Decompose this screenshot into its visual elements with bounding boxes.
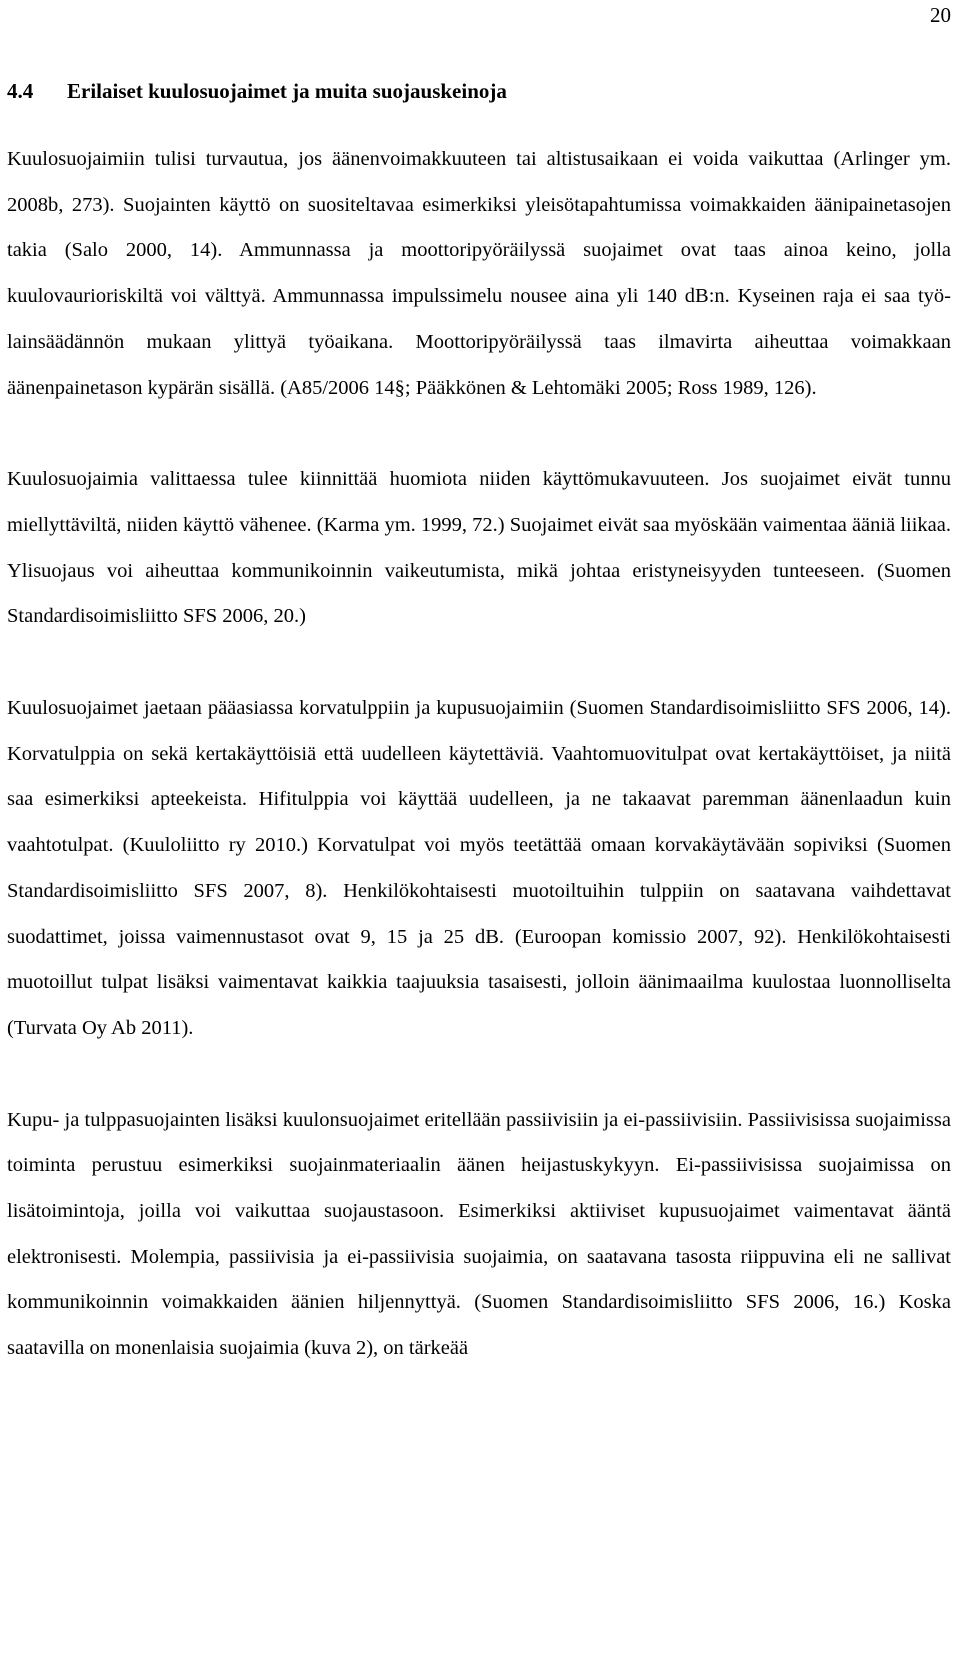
section-number: 4.4 — [7, 79, 34, 103]
section-heading — [7, 76, 507, 106]
page-number: 20 — [930, 3, 951, 27]
paragraph-hearing-protector-use: Kuulosuojaimiin tulisi turvautua, jos äänenvoimakkuuteen tai altistusaikaan ei voida vaikuttaa (Arlinger ym. 2008b, 273). Suojainten käyttö on suositeltavaa esimerkiksi yleisötapahtumissa voimakkaiden äänipainetasojen takia (Salo 2000, 14). Ammunnassa ja moottoripyöräilyssä suojaimet ovat taas ainoa keino, jolla kuulovaurioriskiltä voi välttyä. Ammunnassa impulssimelu nousee aina yli 140 dB:n. Kyseinen raja ei saa työlainsäädännön mukaan ylittyä työaikana. Moottoripyöräilyssä taas ilmavirta aiheuttaa voimakkaan äänenpainetason kypärän sisällä. (A85/2006 14§; Pääkkönen & Lehtomäki 2005; Ross 1989, 126). — [7, 148, 951, 399]
section-title: Erilaiset kuulosuojaimet ja muita suojauskeinoja — [67, 79, 507, 103]
paragraph-passive-and-active: Kupu- ja tulppasuojainten lisäksi kuulonsuojaimet eritellään passiivisiin ja ei-passiivisiin. Passiivisissa suojaimissa toiminta perustuu esimerkiksi suojainmateriaalin äänen heijastuskykyyn. Ei-passiivisissa suojaimissa on lisätoimintoja, joilla voi vaikuttaa suojaustasoon. Esimerkiksi aktiiviset kupusuojaimet vaimentavat ääntä elektronisesti. Molempia, passiivisia ja ei-passiivisia suojaimia, on saatavana tasosta riippuvina eli ne sallivat kommunikoinnin voimakkaiden äänien hiljennyttyä. (Suomen Standardisoimisliitto SFS 2006, 16.) Koska saatavilla on monenlaisia suojaimia (kuva 2), on tärkeää — [7, 1108, 951, 1360]
paragraph-comfort-selection: Kuulosuojaimia valittaessa tulee kiinnittää huomiota niiden käyttömukavuuteen. Jos suojaimet eivät tunnu miellyttäviltä, niiden käyttö vähenee. (Karma ym. 1999, 72.) Suojaimet eivät saa myöskään vaimentaa ääniä liikaa. Ylisuojaus voi aiheuttaa kommunikoinnin vaikeutumista, mikä johtaa eristyneisyyden tunteeseen. (Suomen Standardisoimisliitto SFS 2006, 20.) — [7, 468, 951, 628]
body-text — [7, 137, 951, 1372]
paragraph-earplugs-and-earmuffs: Kuulosuojaimet jaetaan pääasiassa korvatulppiin ja kupusuojaimiin (Suomen Standardisoimisliitto SFS 2006, 14). Korvatulppia on sekä kertakäyttöisiä että uudelleen käytettäviä. Vaahtomuovitulpat ovat kertakäyttöiset, ja niitä saa esimerkiksi apteekeista. Hifitulppia voi käyttää uudelleen, ja ne takaavat paremman äänenlaadun kuin vaahtotulpat. (Kuuloliitto ry 2010.) Korvatulpat voi myös teetättää omaan korvakäytävään sopiviksi (Suomen Standardisoimisliitto SFS 2007, 8). Henkilökohtaisesti muotoiltuihin tulppiin on saatavana vaihdettavat suodattimet, joissa vaimennustasot ovat 9, 15 ja 25 dB. (Euroopan komissio 2007, 92). Henkilökohtaisesti muotoillut tulpat lisäksi vaimentavat kaikkia taajuuksia tasaisesti, jolloin äänimaailma kuulostaa luonnolliselta (Turvata Oy Ab 2011). — [7, 697, 951, 1039]
